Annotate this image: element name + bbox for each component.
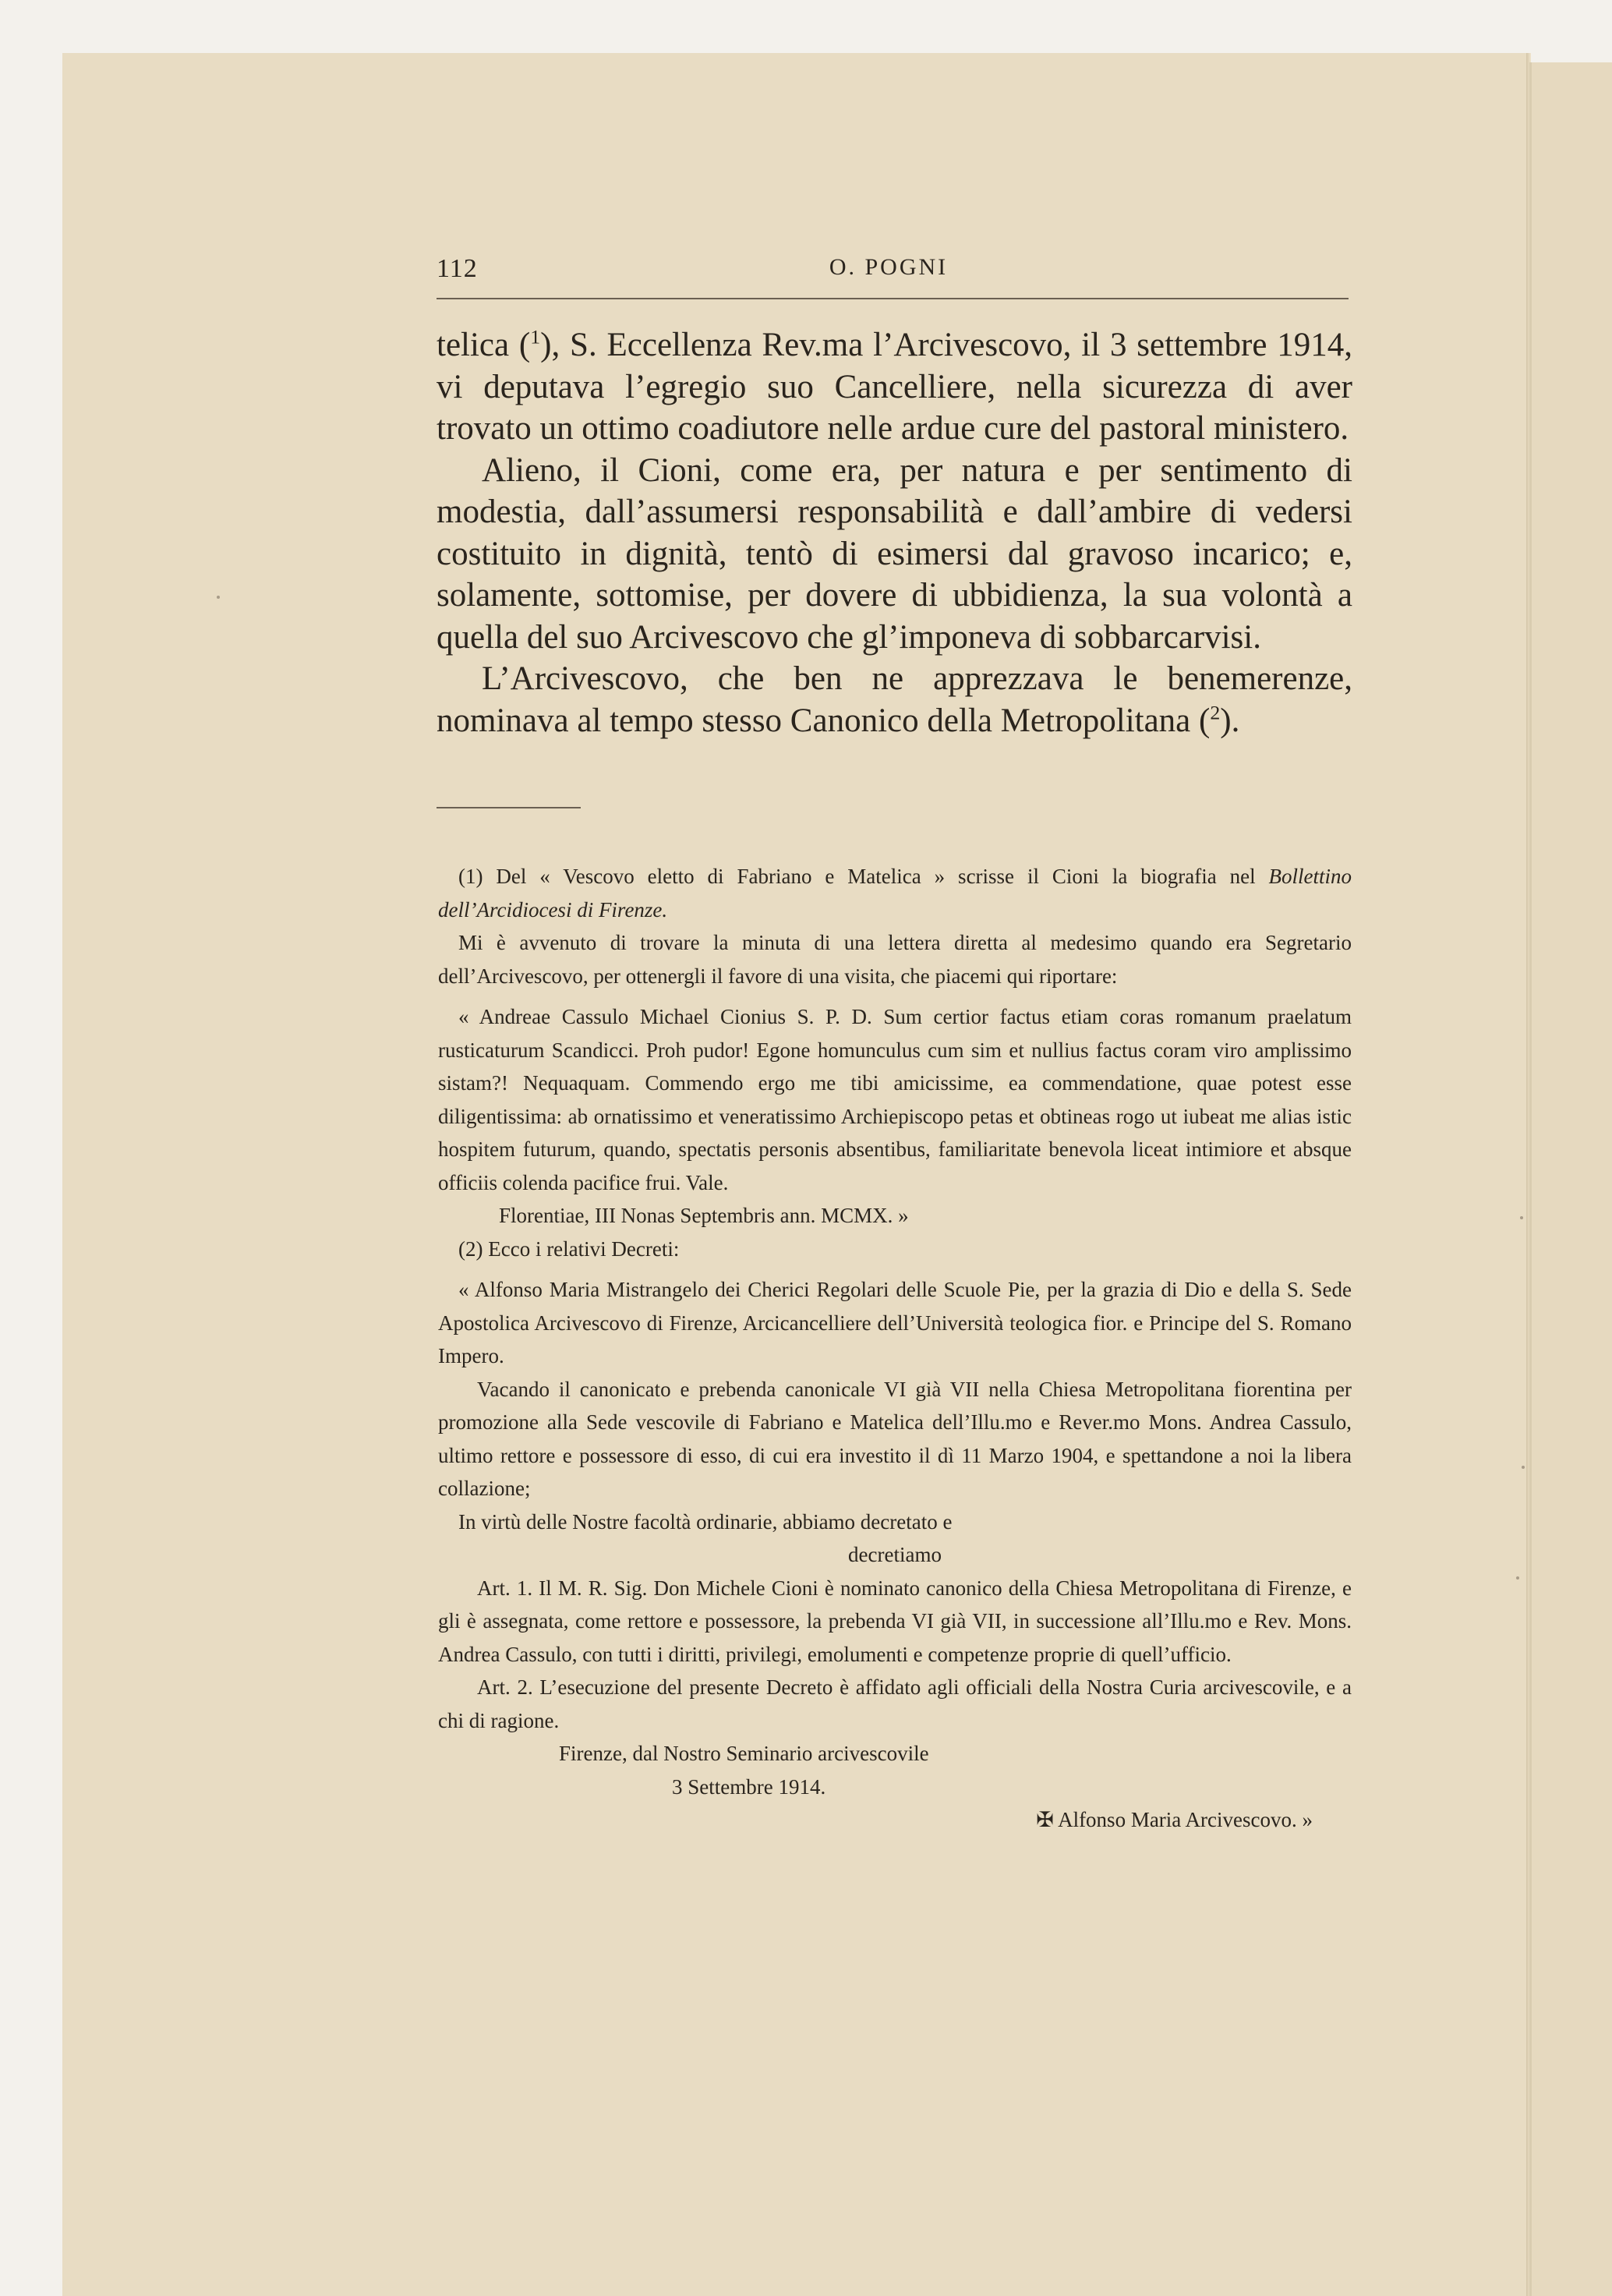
decree-authority: In virtù delle Nostre facoltà ordinarie, abbiamo decretato e	[458, 1509, 953, 1534]
decree-signature: ✠ Alfonso Maria Arcivescovo. »	[1036, 1808, 1313, 1831]
bulletin-title: Bollettino dell’Arcidiocesi di Firenze.	[438, 865, 1352, 922]
decree-place: Firenze, dal Nostro Seminario arcivescovile	[559, 1742, 929, 1765]
paragraph-3-text-a: L’Arcivescovo, che ben ne apprezzava le benemerenze, nominava al tempo stesso Canonico della Metropolitana (	[437, 660, 1352, 739]
footnote-1-text: (1) Del « Vescovo eletto di Fabriano e Matelica » scrisse il Cioni la biografia nel	[458, 865, 1269, 888]
footnotes	[438, 860, 1352, 1837]
paper-speck	[1516, 1576, 1519, 1580]
latin-letter: « Andreae Cassulo Michael Cionius S. P. D. Sum certior factus etiam coras romanum praelatum rusticaturum Scandicci. Proh pudor! Egone homunculus cum sim et nullius factus coram viro amplissimo sistam?! Nequaquam. Commendo ergo me tibi amicissime, ea commendatione, quae potest esse diligentissima: ab ornatissimo et veneratissimo Archiepiscopo petas et obtineas rogo ut iubeat me alias istic hospitem futurum, quando, spectatis personis absentibus, familiaritate benevola liceat intimiore et absque officiis colenda pacifice frui. Vale.	[438, 1005, 1352, 1194]
footnote-1-para-2: Mi è avvenuto di trovare la minuta di una lettera diretta al medesimo quando era Segretario dell’Arcivescovo, per ottenergli il favore di una visita, che piacemi qui riportare:	[438, 931, 1352, 988]
paragraph-2: Alieno, il Cioni, come era, per natura e per sentimento di modestia, dall’assumersi responsabilità e dall’ambire di vedersi costituito in dignità, tentò di esimersi dal gravoso incarico; e, solamente, sottomise, per dovere di ubbidienza, la sua volontà a quella del suo Arcivescovo che gl’imponeva di sobbarcarvisi.	[437, 451, 1352, 656]
decree-article-2: Art. 2. L’esecuzione del presente Decreto è affidato agli officiali della Nostra Curia arcivescovile, e a chi di ragione.	[438, 1675, 1352, 1732]
paragraph-1-text-b: ), S. Eccellenza Rev.ma l’Arcivescovo, il 3 settembre 1914, vi deputava l’egregio suo Cancelliere, nella sicurezza di aver trovato un ottimo coadiutore nelle ardue cure del pastoral ministero.	[437, 327, 1353, 447]
paragraph-3	[437, 658, 1352, 741]
main-text	[437, 324, 1352, 741]
paper-speck	[217, 596, 220, 599]
paragraph-1-text-a: telica (	[437, 327, 531, 363]
footnote-ref-1: 1	[530, 325, 541, 348]
footnote-rule	[437, 807, 581, 808]
decree-date: 3 Settembre 1914.	[672, 1774, 826, 1799]
footnote-1	[438, 860, 1352, 926]
running-head: O. POGNI	[829, 254, 949, 280]
paragraph-1	[437, 324, 1352, 450]
paper-speck	[1522, 1466, 1525, 1469]
facing-page-edge	[1529, 62, 1612, 2296]
decree-word: decretiamo	[848, 1543, 942, 1566]
decree-preamble: « Alfonso Maria Mistrangelo dei Cherici Regolari delle Scuole Pie, per la grazia di Dio e della S. Sede Apostolica Arcivescovo di Firenze, Arcicancelliere dell’Università teologica fior. e Principe del S. Romano Impero.	[438, 1278, 1352, 1367]
latin-letter-date: Florentiae, III Nonas Septembris ann. MCMX. »	[499, 1204, 909, 1227]
decree-article-1: Art. 1. Il M. R. Sig. Don Michele Cioni è nominato canonico della Chiesa Metropolitana di Firenze, e gli è assegnata, come rettore e possessore, la prebenda VI già VII, in successione all’Illu.mo e Rev. Mons. Andrea Cassulo, con tutti i diritti, privilegi, emolumenti e competenze proprie di quell’ufficio.	[438, 1576, 1352, 1666]
paper-speck	[1520, 1216, 1523, 1219]
footnote-ref-2: 2	[1210, 701, 1221, 724]
page-header	[437, 254, 1349, 301]
decree-vacancy: Vacando il canonicato e prebenda canonicale VI già VII nella Chiesa Metropolitana fiorentina per promozione alla Sede vescovile di Fabriano e Matelica dell’Illu.mo e Rever.mo Mons. Andrea Cassulo, ultimo rettore e possessore di esso, di cui era investito il dì 11 Marzo 1904, e spettandone a noi la libera collazione;	[438, 1377, 1352, 1500]
footnote-2: (2) Ecco i relativi Decreti:	[458, 1236, 680, 1261]
page-number: 112	[437, 254, 478, 283]
header-rule	[437, 298, 1349, 299]
paragraph-3-text-b: ).	[1220, 702, 1240, 739]
